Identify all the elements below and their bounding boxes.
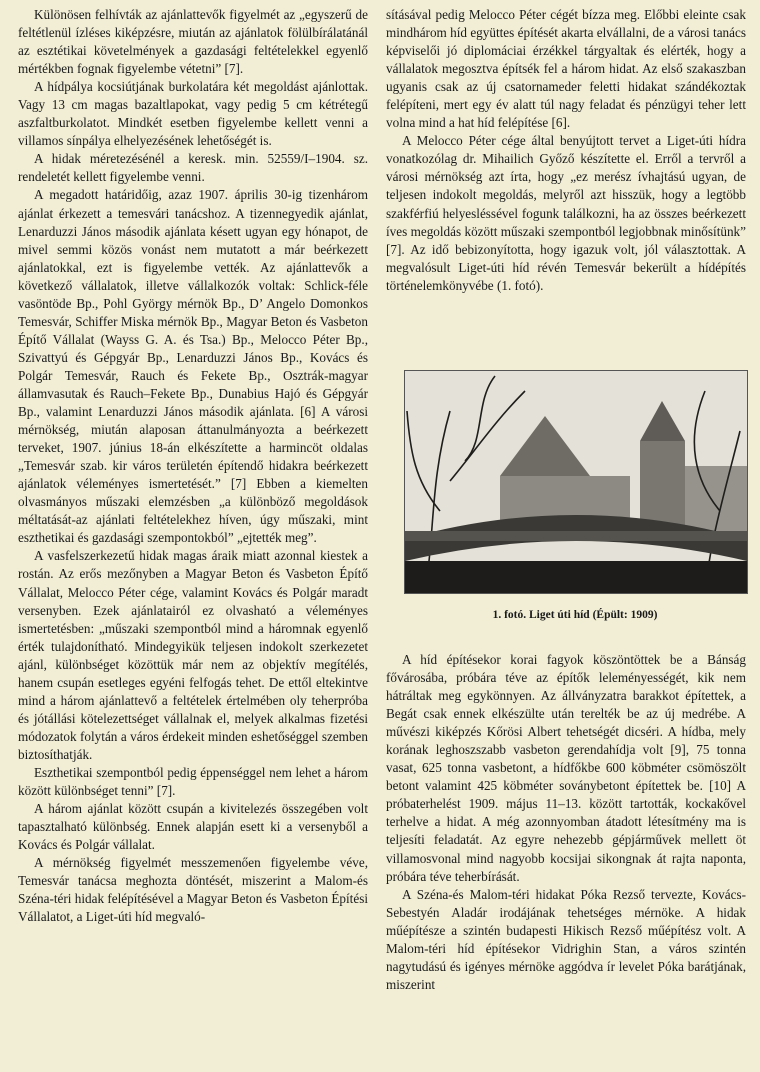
right-column-upper bbox=[386, 6, 746, 295]
paragraph: A vasfelszerkezetű hidak magas áraik miatt azonnal kiestek a rostán. Az erős mezőnyben a Magyar Beton és Vasbeton Építő Vállalat, Melocco Péter cége, valamint Kovács és Polgár maradt versenyben. Ezek ajánlatairól ez olvasható a véleményes ismertetésben: „műszaki szempontból mind a háromnak egyenlő érték tulajdonítható. Mindegyikük teljesen indokolt szerkezetet ajánl, különbséget közöttük már nem az objektív megítélés, hanem csupán esetleges egyéni felfogás tehet. De ettől eltekintve mind a három ajánlattevő a feltételek értelmében oly teherpróba és jótállási kötelezettséget vállalnak el, melyek alkalmas fizetési módozatok folytán a város érdekeit minden eshetőséggel szemben biztosíthatják. bbox=[18, 548, 368, 762]
left-column bbox=[18, 6, 368, 926]
paragraph: A híd építésekor korai fagyok köszöntöttek be a Bánság fővárosába, próbára téve az építők leleményességét, kik nem hátráltak meg egykönnyen. Az állványzatra barakkot építettek, a Begát csak ennek elkészülte után terelték be az új medrébe. A művészi kiképzés Kőrösi Albert tehetségét dicséri. A hídba, mely korának leghoszszabb vasbeton gerendahídja volt [9], 75 tonna vasat, 625 tonna vasbetont, a hídfőkbe 600 köbméter csömöszölt betont valamint 425 köbméter soványbetont építettek be. [10] A próbaterhelést 1909. május 11–13. között tartották, kockakővel terhelve a hidat. A még azonnyomban átadott létesítmény ma is teljesíti feladatát. Az egyre nehezebb gépjárművek mellett öt villamosvonal mind nagyobb kocsijai sikongnak át rajta naponta, próbára téve teherbírását. bbox=[386, 652, 746, 884]
paragraph: A Széna-és Malom-téri hidakat Póka Rezső tervezte, Kovács-Sebestyén Aladár irodájának tehetséges mérnöke. A hidak műépítésze a szintén budapesti Hikisch Rezső műépítész volt. A Malom-téri híd építésekor Vidrighin Stan, a város szintén nagytudású és igényes mérnöke aggódva ír levelet Póka barátjának, miszerint bbox=[386, 886, 746, 992]
paragraph: A mérnökség figyelmét messzemenően figyelembe véve, Temesvár tanácsa meghozta döntését, miszerint a Malom-és Széna-téri hidak felépítésével a Magyar Beton és Vasbeton Építési Vállalatot, a Liget-úti híd megvaló- bbox=[18, 855, 368, 925]
photo-caption: 1. fotó. Liget úti híd (Épült: 1909) bbox=[492, 609, 658, 621]
right-column-lower bbox=[386, 651, 746, 994]
paragraph: A hídpálya kocsiútjának burkolatára két megoldást ajánlottak. Vagy 13 cm magas bazaltlapokat, vagy pedig 5 cm kétrétegű aszfaltburkolatot. Mindkét esetben figyelembe kellett venni a villamos sínpálya elhelyezésének lehetőségét is. bbox=[18, 79, 368, 149]
paragraph: Különösen felhívták az ajánlattevők figyelmét az „egyszerű de feltétlenül ízléses kiképzésre, miután az ajánlatok fölülbírálatánál az esztétikai követelmények a gazdasági feltételekkel egyenlő mértékben fognak figyelembe vétetni” [7]. bbox=[18, 7, 368, 77]
paragraph: A három ajánlat között csupán a kivitelezés összegében volt tapasztalható különbség. Ennek alapján esett ki a versenyből a Kovács és Polgár vállalat. bbox=[18, 801, 368, 853]
bridge-photo bbox=[404, 370, 748, 594]
paragraph: A megadott határidőig, azaz 1907. április 30-ig tizenhárom ajánlat érkezett a temesvári tanácshoz. A tizennegyedik ajánlat, Lenarduzzi János második ajánlata késett ugyan egy hónapot, de mivel semmi közös vonást nem mutatott a már beérkezett ajánlatokkal, ezt is figyelembe vették. Az ajánlattevők a következő vállalatok, illetve vállalkozók voltak: Schlick-féle vasöntöde Bp., Pohl György mérnök Bp., D’ Angelo Domonkos Temesvár, Schiffer Miska mérnök Bp., Magyar Beton és Vasbeton Építő Vállalat (Wayss G. A. és Tsa.) Bp., Melocco Péter Bp., Szivattyú és Gépgyár Bp., Lenarduzzi János Bp., Kovács és Polgár Temesvár, Rauch és Fekete Bp., Osztrák-magyar államvasutak és Rauch–Fekete Bp., Dunabius Hajó és Gépgyár Bp., valamint Lenarduzzi János második ajánlata. [6] A városi mérnökség, miután alaposan áttanulmányozta a beérkezett terveket, 1907. június 18-án elkészítette a harmincöt oldalas „Temesvár szab. kir város területén építendő hidakra beérkezett ajánlatok véleményes ismertetését.” [7] Ebben a kiemelten olvasmányos műszaki elemzésben „a különböző megoldások méltatását-az ajánlati feltételekhez híven, úgy műszaki, mint eszthetikai és gazdasági szempontokból” „ejtették meg”. bbox=[18, 187, 368, 546]
paragraph: sításával pedig Melocco Péter cégét bízza meg. Előbbi eleinte csak mindhárom híd együttes építését akarta elvállalni, de a városi tanács képviselői jó diplomáciai érzékkel tárgyaltak és elérték, hogy a vállalatok megosztva építsék fel a három hidat. Az első szakaszban ugyanis csak az új csatornameder feletti hidakat szándékoztak felépíteni, mert egy év alatt túl nagy feladat és pénzügyi teher lett volna mind a hat híd felépítése [6]. bbox=[386, 7, 746, 131]
paragraph: A Melocco Péter cége által benyújtott tervet a Liget-úti hídra vonatkozólag dr. Mihailich Győző készítette el. Erről a tervről a városi mérnökség azt írta, hogy „ez merész ívhajtású ugyan, de teljesen indokolt megoldás, melyről azt hisszük, hogy a legtöbb szakférfiú helyesléssével fogunk találkozni, ha az összes beérkezett íves megoldás között műszaki szempontból legjobbnak minősítünk” [7]. Az idő bebizonyította, hogy igazuk volt, jól választottak. A megvalósult Liget-úti híd révén Temesvár bekerült a hídépítés történelemkönyvébe (1. fotó). bbox=[386, 133, 746, 293]
paragraph: A hidak méretezésénél a keresk. min. 52559/I–1904. sz. rendeletét kellett figyelembe venni. bbox=[18, 151, 368, 185]
bridge-photo-illustration bbox=[405, 371, 747, 593]
paragraph: Eszthetikai szempontból pedig éppenséggel nem lehet a három között különbséget tenni” [7]. bbox=[18, 764, 368, 799]
